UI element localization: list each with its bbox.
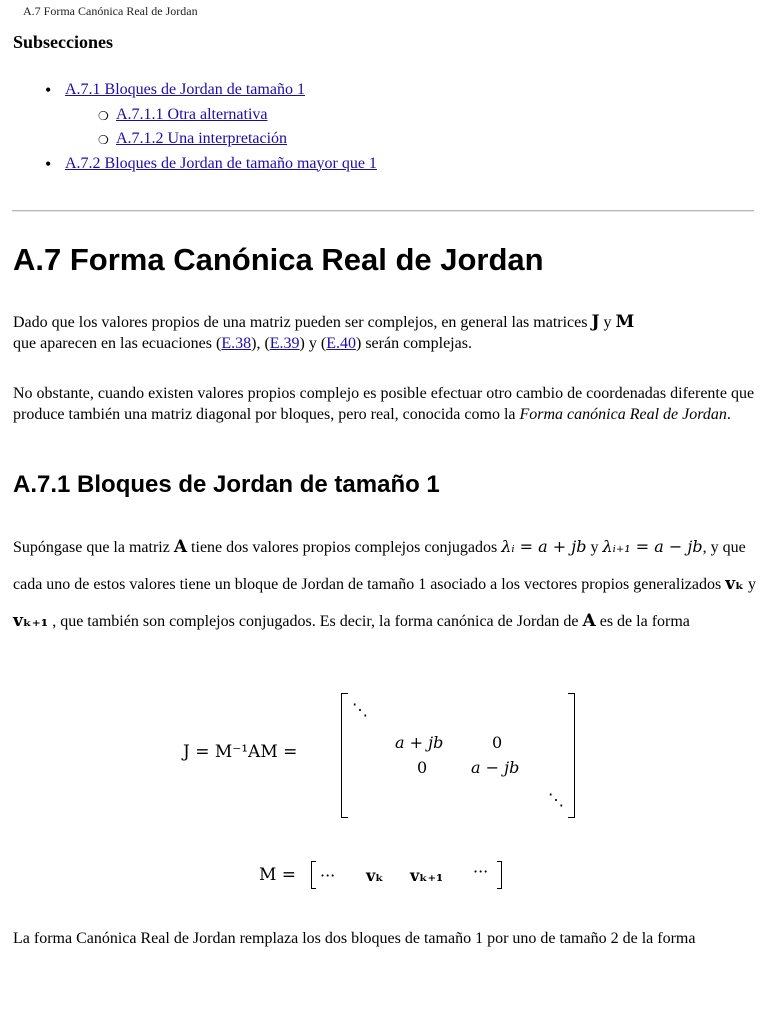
- matrix-cell: vₖ: [366, 866, 384, 885]
- text: No obstante, cuando existen valores propios complejo es posible efectuar otro cambio de coordenadas diferente que produce también una matriz diagonal por bloques, pero real, conocida como la: [13, 385, 755, 423]
- page-title: A.7 Forma Canónica Real de Jordan: [13, 242, 544, 277]
- text: ), (: [251, 335, 270, 352]
- math-M: M: [615, 312, 635, 332]
- matrix-dots: ⋱: [352, 700, 368, 719]
- text: ) y (: [299, 335, 327, 352]
- paragraph-eigen: [13, 528, 758, 640]
- text: y: [744, 576, 756, 593]
- matrix-cell: 0: [492, 733, 503, 752]
- bullet-icon: •: [45, 80, 52, 100]
- text: Supóngase que la matriz: [13, 539, 174, 556]
- matrix-cell: ···: [473, 862, 489, 881]
- matrix-cell: 0: [417, 758, 428, 777]
- equation-link-e39[interactable]: E.39: [269, 335, 300, 352]
- right-bracket: [568, 693, 575, 818]
- toc-title: Subsecciones: [13, 32, 114, 52]
- equation-lhs: J = M⁻¹AM =: [183, 742, 298, 762]
- paragraph-real-form: [13, 383, 758, 425]
- matrix-cell: vₖ₊₁: [410, 866, 444, 885]
- circle-bullet-icon: ❍: [98, 108, 109, 123]
- equation-link-e40[interactable]: E.40: [326, 335, 356, 352]
- math-A: A: [582, 611, 596, 631]
- math-lambda-i1: λᵢ₊₁ = a − jb: [602, 537, 703, 556]
- section-heading: A.7.1 Bloques de Jordan de tamaño 1: [13, 471, 440, 498]
- text: , y que cada uno de estos valores tiene un bloque de Jordan de tamaño 1 asociado a los vectores propios generalizados: [13, 539, 746, 593]
- toc-item: [13, 152, 377, 177]
- text: Dado que los valores propios de una matriz pueden ser complejos, en general las matrices: [13, 314, 592, 331]
- paragraph-replace: La forma Canónica Real de Jordan remplaza los dos bloques de tamaño 1 por uno de tamaño 2 de la forma: [13, 930, 696, 947]
- math-vk: vₖ: [725, 574, 744, 594]
- text: ) serán complejas.: [355, 335, 472, 352]
- toc-list: [13, 78, 377, 176]
- circle-bullet-icon: ❍: [98, 133, 109, 147]
- left-bracket: [311, 861, 316, 889]
- text: .: [726, 406, 731, 423]
- text: y: [599, 314, 616, 331]
- toc-link-a712[interactable]: A.7.1.2 Una interpretación: [116, 130, 288, 147]
- matrix-cell: ···: [320, 866, 336, 885]
- matrix-dots: ⋱: [548, 790, 564, 809]
- text: es de la forma: [595, 613, 690, 630]
- toc-link-a72[interactable]: A.7.2 Bloques de Jordan de tamaño mayor que 1: [65, 154, 377, 172]
- emphasis: Forma canónica Real de Jordan: [519, 406, 727, 423]
- toc-item: [13, 103, 377, 128]
- text: que aparecen en las ecuaciones (: [13, 335, 222, 352]
- divider: [12, 210, 754, 212]
- math-A: A: [173, 537, 188, 557]
- math-vk1: vₖ₊₁: [13, 611, 49, 631]
- equation-link-e38[interactable]: E.38: [221, 335, 252, 352]
- toc-item: [13, 78, 377, 103]
- math-lambda-i: λᵢ = a + jb: [501, 537, 587, 556]
- bullet-icon: •: [45, 153, 52, 174]
- right-bracket: [497, 861, 502, 889]
- breadcrumb: A.7 Forma Canónica Real de Jordan: [23, 4, 198, 18]
- left-bracket: [341, 693, 348, 818]
- equation-lhs: M =: [259, 865, 297, 885]
- text: y: [586, 539, 603, 556]
- matrix-cell: a + jb: [395, 733, 444, 752]
- math-J: J: [591, 312, 600, 332]
- toc-item: [13, 127, 377, 152]
- text: tiene dos valores propios complejos conjugados: [187, 539, 502, 556]
- paragraph-intro: [13, 312, 758, 354]
- text: , que también son complejos conjugados. Es decir, la forma canónica de Jordan de: [48, 613, 583, 630]
- matrix-cell: a − jb: [471, 758, 520, 777]
- toc-link-a711[interactable]: A.7.1.1 Otra alternativa: [116, 105, 268, 123]
- toc-link-a71[interactable]: A.7.1 Bloques de Jordan de tamaño 1: [65, 81, 305, 98]
